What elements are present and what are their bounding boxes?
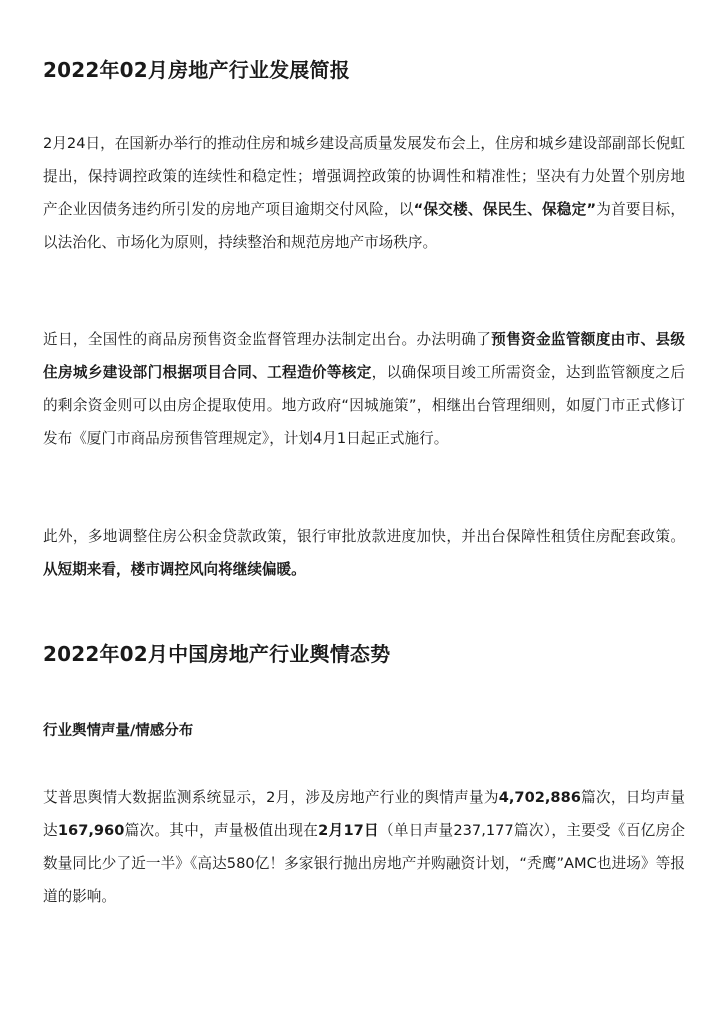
paragraph-text: ，以确保项目竣工所需资金，达到监管额度之后的剩余资金则可以由房企提取使用。地方政府“因城施策”，相继出台管理细则，如厦门市正式修订发布《厦门市商品房预售管理规定》，计划4月1日起正式施行。 (43, 364, 685, 447)
section-title-briefing: 2022年02月房地产行业发展简报 (43, 58, 350, 82)
paragraph-text: 篇次。其中，声量极值出现在 (124, 822, 319, 839)
bold-highlight: 预售资金监管额度由市、县级住房城乡建设部门根据项目合同、工程造价等核定 (43, 331, 685, 381)
bold-highlight: “保交楼、保民生、保稳定” (413, 201, 597, 218)
section-title-sentiment: 2022年02月中国房地产行业舆情态势 (43, 642, 391, 666)
bold-total-volume: 4,702,886 (498, 789, 581, 806)
bold-daily-volume: 167,960 (57, 822, 125, 839)
paragraph-text: 此外，多地调整住房公积金贷款政策，银行审批放款进度加快，并出台保障性租赁住房配套政策。 (43, 528, 685, 545)
paragraph-text: 为首要目标，以法治化、市场化为原则，持续整治和规范房地产市场秩序。 (43, 201, 685, 251)
subsection-title-volume: 行业舆情声量/情感分布 (43, 723, 194, 739)
paragraph-outlook (43, 520, 685, 586)
paragraph-text: 近日，全国性的商品房预售资金监督管理办法制定出台。办法明确了 (43, 331, 492, 348)
paragraph-policy-conference (43, 127, 685, 259)
paragraph-presale-funds (43, 323, 685, 455)
bold-highlight: 从短期来看，楼市调控风向将继续偏暖。 (43, 561, 306, 578)
paragraph-text: 2月24日，在国新办举行的推动住房和城乡建设高质量发展发布会上，住房和城乡建设部副部长倪虹提出，保持调控政策的连续性和稳定性；增强调控政策的协调性和精准性；坚决有力处置个别房地产企业因债务违约所引发的房地产项目逾期交付风险，以 (43, 135, 685, 218)
paragraph-volume-stats (43, 781, 685, 913)
paragraph-text: （单日声量237,177篇次），主要受《百亿房企数量同比少了近一半》《高达580亿！多家银行抛出房地产并购融资计划，“秃鹰”AMC也进场》等报道的影响。 (43, 822, 685, 905)
paragraph-text: 篇次，日均声量达 (43, 789, 685, 839)
bold-peak-date: 2月17日 (318, 822, 379, 839)
paragraph-text: 艾普思舆情大数据监测系统显示，2月，涉及房地产行业的舆情声量为 (43, 789, 499, 806)
